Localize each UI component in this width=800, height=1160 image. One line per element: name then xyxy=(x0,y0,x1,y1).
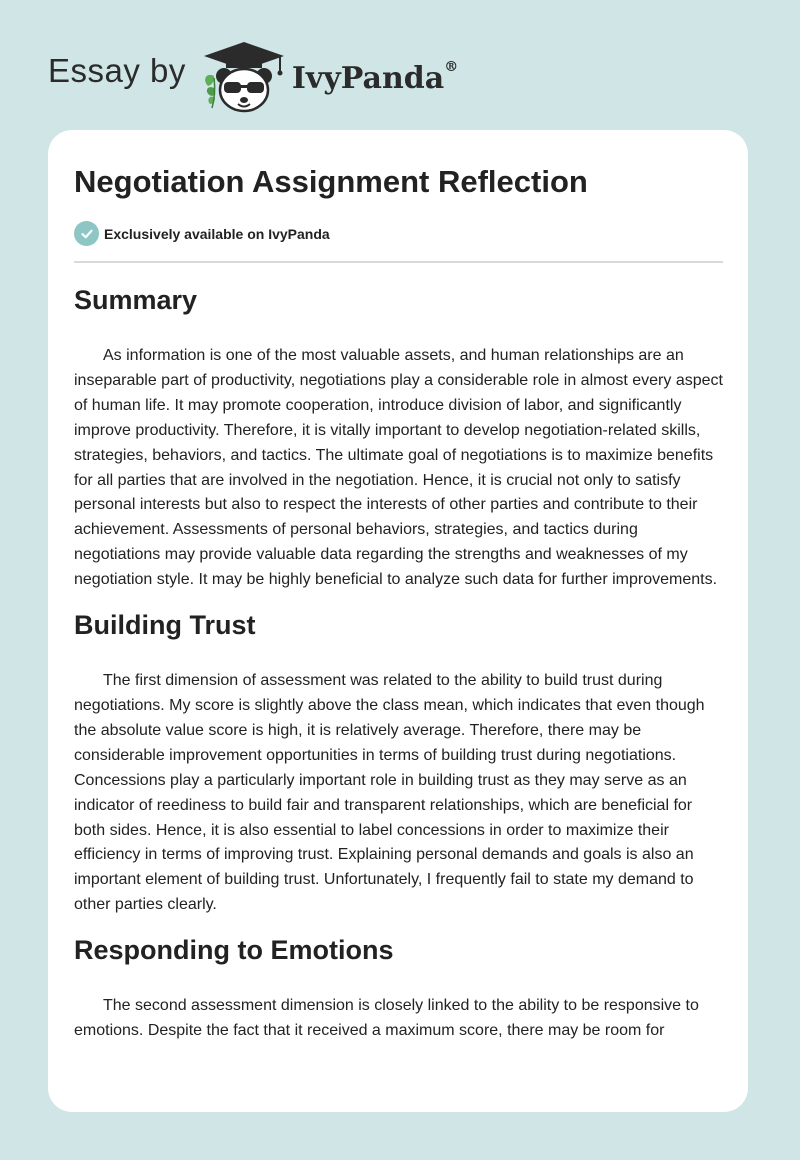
panda-graduate-icon xyxy=(200,38,288,114)
section-responding-to-emotions xyxy=(74,932,724,1044)
section-heading: Building Trust xyxy=(74,610,256,641)
page-title: Negotiation Assignment Reflection xyxy=(74,164,588,199)
check-circle-icon xyxy=(74,221,99,246)
section-summary xyxy=(74,282,724,593)
section-paragraph: As information is one of the most valuable assets, and human relationships are an inseparable part of productivity, negotiations play a considerable role in almost every aspect of human life. It may promote cooperation, introduce division of labor, and significantly improve productivity. Therefore, it is vitally important to develop negotiation-related skills, strategies, behaviors, and tactics. The ultimate goal of negotiations is to maximize benefits for all parties that are involved in the negotiation. Hence, it is crucial not only to satisfy personal interests but also to respect the interests of other parties and contribute to their achievement. Assessments of personal behaviors, strategies, and tactics during negotiations may provide valuable data regarding the strengths and weaknesses of my negotiation style. It may be highly beneficial to analyze such data for further improvements. xyxy=(74,347,723,589)
section-heading: Summary xyxy=(74,285,198,315)
badge-text: Exclusively available on IvyPanda xyxy=(104,225,330,242)
section-building-trust xyxy=(74,607,724,918)
brand-name: IvyPanda® xyxy=(291,58,459,96)
section-heading: Responding to Emotions xyxy=(74,935,394,966)
brand-header xyxy=(48,36,458,116)
section-paragraph: The first dimension of assessment was related to the ability to build trust during negotiations. My score is slightly above the class mean, which indicates that even though the absolute value score is high, it is relatively average. Therefore, there may be considerable improvement opportunities in terms of building trust during negotiations. Concessions play a particularly important role in building trust as they may serve as an indicator of reediness to build fair and transparent relationships, which are beneficial for both sides. Hence, it is also essential to label concessions in order to maximize their efficiency in terms of improving trust. Explaining personal demands and goals is also an important element of building trust. Unfortunately, I frequently fail to state my demand to other parties clearly. xyxy=(74,672,705,914)
essay-card xyxy=(48,130,748,1112)
brand-prefix: Essay by xyxy=(48,52,186,89)
section-paragraph: The second assessment dimension is closely linked to the ability to be responsive to emotions. Despite the fact that it received a maximum score, there may be room for xyxy=(74,997,699,1040)
article-body xyxy=(74,282,724,1044)
exclusive-badge xyxy=(74,221,330,246)
divider xyxy=(74,261,723,263)
